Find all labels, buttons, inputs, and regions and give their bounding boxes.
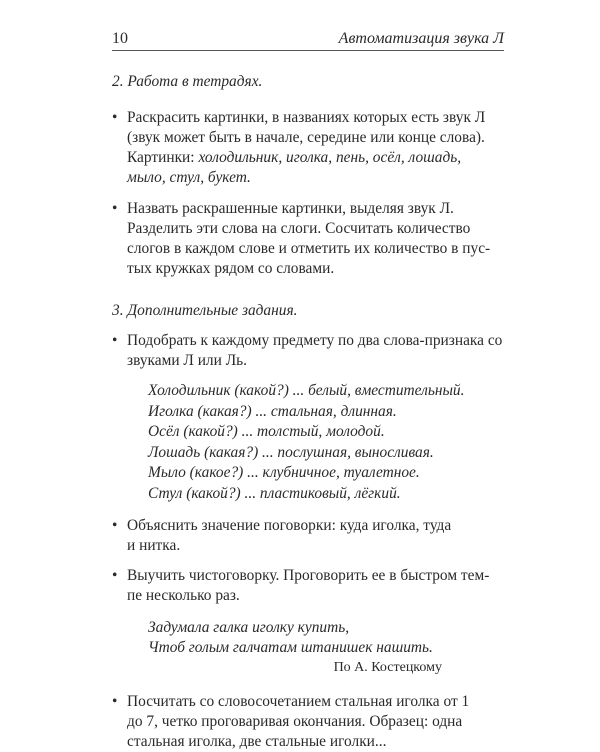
example-line: Иголка (какая?) ... стальная, длинная. (148, 402, 397, 420)
poem-line: Чтоб голым галчатам штанишек нашить. (148, 639, 433, 656)
list-item: • Подобрать к каждому предмету по два слова-признака со звуками Л или Ль. (112, 331, 504, 371)
poem-attribution: По А. Костецкому (333, 660, 442, 675)
examples-list (112, 381, 504, 504)
list-item: • Объяснить значение поговорки: куда иголка, туда и нитка. (112, 516, 504, 556)
example-line: Стул (какой?) ... пластиковый, лёгкий. (148, 484, 401, 502)
list-item: • Назвать раскрашенные картинки, выделяя звук Л. Разделить эти слова на слоги. Сосчитать количество слогов в каждом слове и отметить их количество в пус- тых кружках рядом со словами. (112, 199, 504, 279)
poem (112, 618, 504, 678)
page-number: 10 (112, 30, 128, 47)
page-content (112, 72, 504, 752)
list-item: • Раскрасить картинки, в названиях которых есть звук Л (звук может быть в начале, середине или конце слова). Картинки: холодильник, иголка, пень, осёл, лошадь, мыло, стул, букет. (112, 108, 504, 188)
page-header (112, 28, 504, 51)
running-title: Автоматизация звука Л (338, 30, 504, 47)
section-2-title: 2. Работа в тетрадях. (112, 73, 263, 90)
example-line: Мыло (какое?) ... клубничное, туалетное. (148, 464, 420, 481)
list-item: • Выучить чистоговорку. Проговорить ее в быстром тем- пе несколько раз. (112, 566, 504, 606)
section-3-title: 3. Дополнительные задания. (112, 302, 298, 319)
example-line: Холодильник (какой?) ... белый, вместительный. (148, 382, 465, 399)
list-item: • Посчитать со словосочетанием стальная иголка от 1 до 7, четко проговаривая окончания. Образец: одна стальная иголка, две стальные иголки... (112, 692, 504, 752)
poem-line: Задумала галка иголку купить, (148, 619, 350, 636)
example-line: Осёл (какой?) ... толстый, молодой. (148, 423, 385, 440)
example-line: Лошадь (какая?) ... послушная, выносливая. (148, 443, 434, 461)
